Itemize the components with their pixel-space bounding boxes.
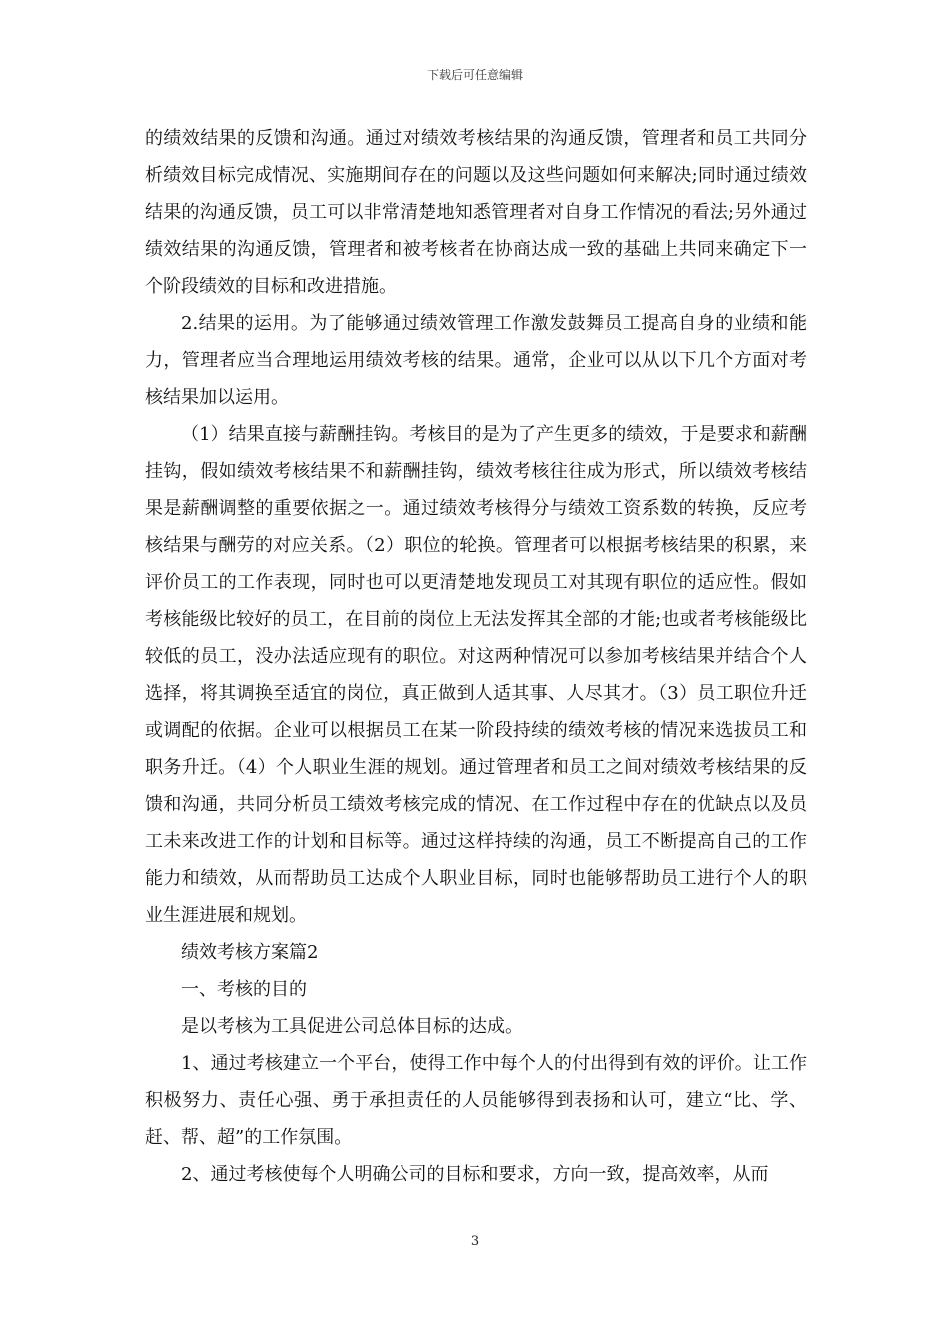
paragraph-usage-details: （1）结果直接与薪酬挂钩。考核目的是为了产生更多的绩效，于是要求和薪酬挂钩，假如绩效考核结果不和薪酬挂钩，绩效考核往往成为形式，所以绩效考核结果是薪酬调整的重要依据之一。通过绩效考核得分与绩效工资系数的转换，反应考核结果与酬劳的对应关系。（2）职位的轮换。管理者可以根据考核结果的积累，来评价员工的工作表现，同时也可以更清楚地发现员工对其现有职位的适应性。假如考核能级比较好的员工，在目前的岗位上无法发挥其全部的才能;也或者考核能级比较低的员工，没办法适应现有的职位。对这两种情况可以参加考核结果并结合个人选择，将其调换至适宜的岗位，真正做到人适其事、人尽其才。（3）员工职位升迁或调配的依据。企业可以根据员工在某一阶段持续的绩效考核的情况来选拔员工和职务升迁。（4）个人职业生涯的规划。通过管理者和员工之间对绩效考核结果的反馈和沟通，共同分析员工绩效考核完成的情况、在工作过程中存在的优缺点以及员工未来改进工作的计划和目标等。通过这样持续的沟通，员工不断提高自己的工作能力和绩效，从而帮助员工达成个人职业目标，同时也能够帮助员工进行个人的职业生涯进展和规划。 — [145, 424, 807, 926]
paragraph-feedback: 的绩效结果的反馈和沟通。通过对绩效考核结果的沟通反馈，管理者和员工共同分析绩效目标完成情况、实施期间存在的问题以及这些问题如何来解决;同时通过绩效结果的沟通反馈，员工可以非常清楚地知悉管理者对自身工作情况的看法;另外通过绩效结果的沟通反馈，管理者和被考核者在协商达成一致的基础上共同来确定下一个阶段绩效的目标和改进措施。 — [145, 128, 807, 297]
section-heading-purpose: 一、考核的目的 — [181, 979, 307, 1000]
paragraph-purpose-summary: 是以考核为工具促进公司总体目标的达成。 — [181, 1016, 523, 1037]
document-body — [145, 120, 807, 1193]
page-header-note: 下载后可任意编辑 — [426, 68, 523, 82]
section-title: 绩效考核方案篇2 — [181, 942, 319, 963]
paragraph-results-usage: 2.结果的运用。为了能够通过绩效管理工作激发鼓舞员工提高自身的业绩和能力，管理者应当合理地运用绩效考核的结果。通常，企业可以从以下几个方面对考核结果加以运用。 — [145, 313, 807, 408]
page-number: 3 — [470, 1234, 480, 1249]
paragraph-purpose-item-2: 2、通过考核使每个人明确公司的目标和要求，方向一致，提高效率，从而 — [181, 1164, 769, 1185]
paragraph-purpose-item-1: 1、通过考核建立一个平台，使得工作中每个人的付出得到有效的评价。让工作积极努力、责任心强、勇于承担责任的人员能够得到表扬和认可，建立“比、学、赶、帮、超”的工作氛围。 — [145, 1053, 807, 1148]
